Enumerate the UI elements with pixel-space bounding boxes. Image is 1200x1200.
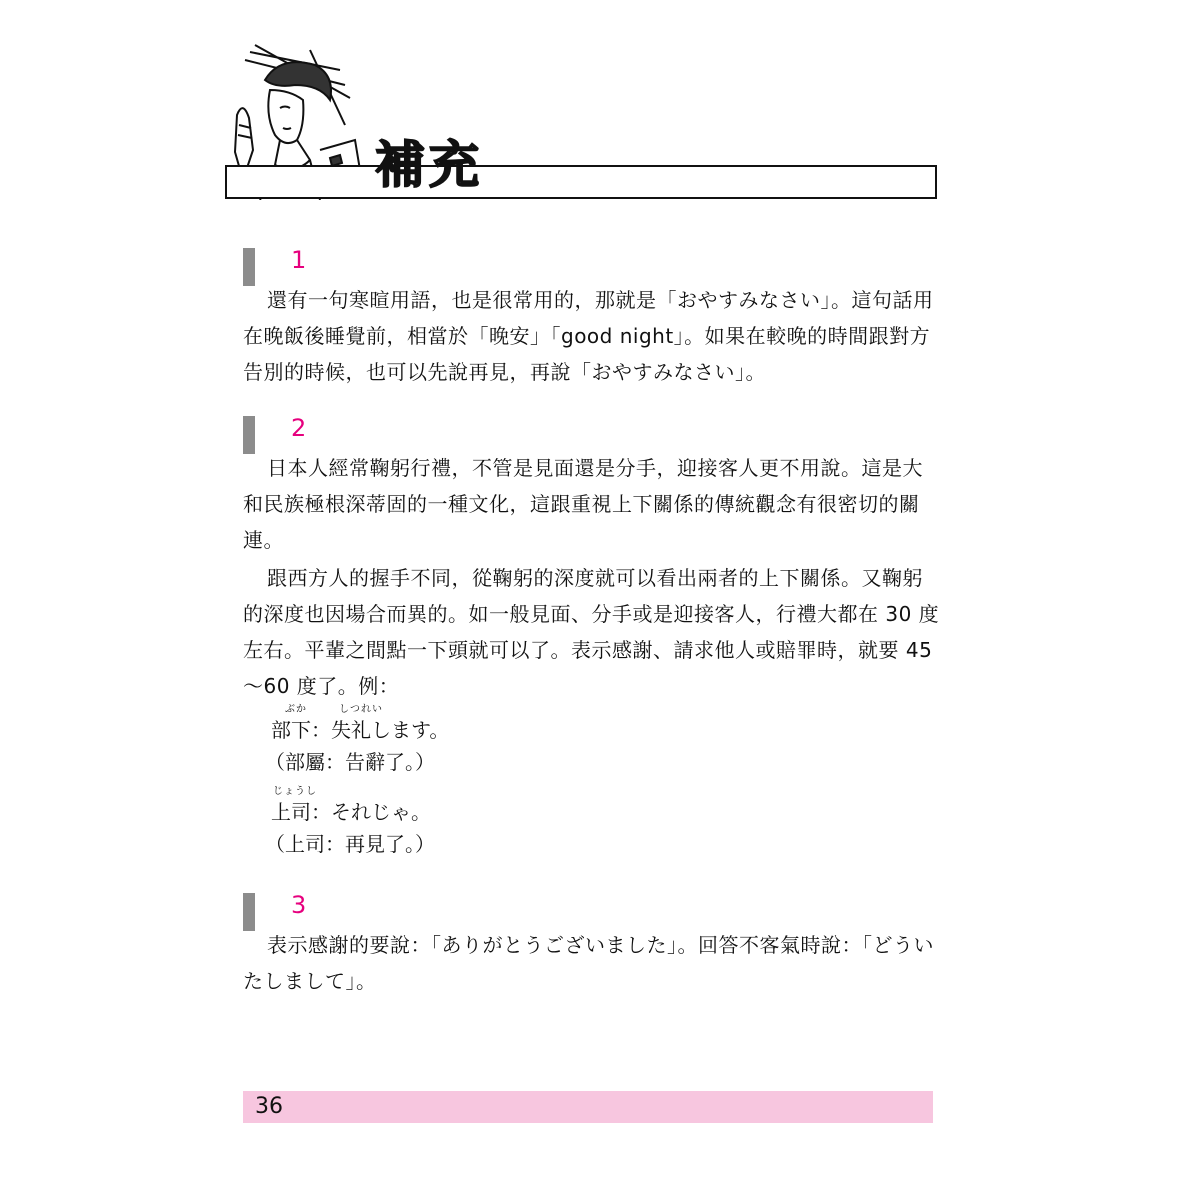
page-title: 補充: [375, 136, 483, 194]
header-bar: [225, 165, 937, 199]
ruby-text: ぶか: [285, 704, 307, 715]
section-marker: [243, 893, 255, 931]
paragraph: 表示感謝的要說：「ありがとうございました」。回答不客氣時說：「どういたしまして」。: [243, 933, 934, 993]
example-japanese: 上司：それじゃ。: [271, 800, 431, 824]
footer-bar: [243, 1091, 933, 1123]
example-translation: （上司：再見了。）: [265, 832, 435, 856]
example-translation: （部屬：告辭了。）: [265, 750, 435, 774]
section-marker: [243, 416, 255, 454]
section-number: 2: [291, 414, 307, 442]
section-number: 3: [291, 891, 307, 919]
ruby-text: じょうし: [273, 786, 317, 797]
example-japanese: 部下：失礼します。: [271, 718, 450, 742]
paragraph: 日本人經常鞠躬行禮，不管是見面還是分手，迎接客人更不用說。這是大和民族極根深蒂固的一種文化，這跟重視上下關係的傳統觀念有很密切的關連。: [243, 456, 923, 552]
section-number: 1: [291, 246, 307, 274]
section-marker: [243, 248, 255, 286]
paragraph: 跟西方人的握手不同，從鞠躬的深度就可以看出兩者的上下關係。又鞠躬的深度也因場合而異的。如一般見面、分手或是迎接客人，行禮大都在 30 度左右。平輩之間點一下頭就可以了。表示感謝、請求他人或賠罪時，就要 45～60 度了。例：: [243, 566, 940, 698]
chapter-header: [225, 40, 940, 210]
ruby-text: しつれい: [339, 704, 383, 715]
paragraph: 還有一句寒暄用語，也是很常用的，那就是「おやすみなさい」。這句話用在晚飯後睡覺前，相當於「晚安」「good night」。如果在較晚的時間跟對方告別的時候，也可以先說再見，再說「おやすみなさい」。: [243, 288, 934, 384]
page-number: 36: [255, 1094, 283, 1119]
